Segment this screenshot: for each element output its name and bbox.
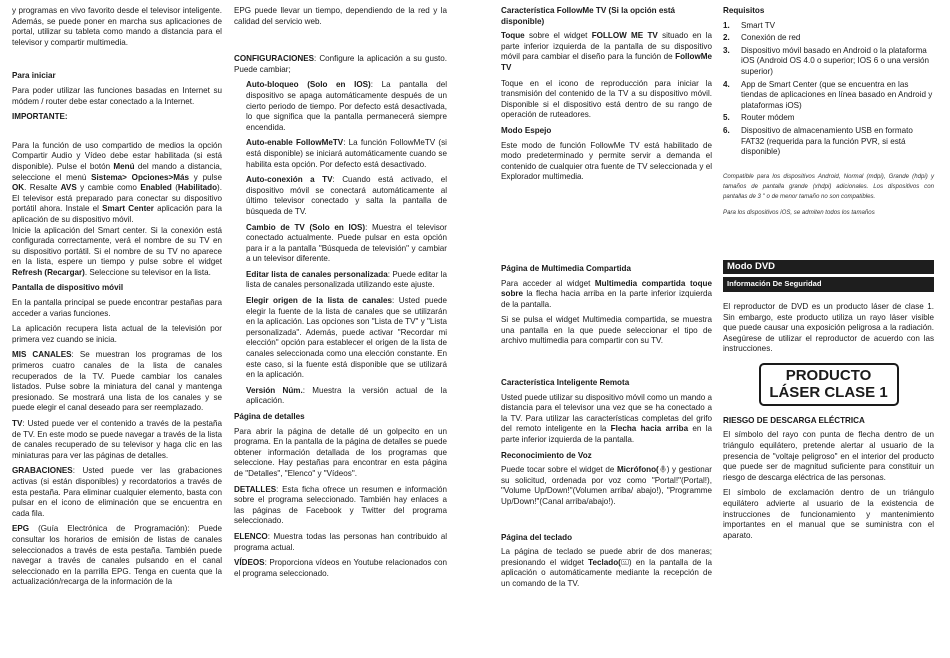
importante-heading: IMPORTANTE: [12, 112, 68, 122]
detalles-paragraph: Para abrir la página de detalle dé un golpecito en un programa. En la pantalla de la página de detalles se puede obtener información detallada de los programas que seleccione. Hay pestañas para encontrar en esta página de "Detalles", "Elenco" y "Vídeos". [234, 426, 447, 478]
requisito-text: Router módem [741, 113, 795, 123]
editar-lista-paragraph: Editar lista de canales personalizada: Puede editar la lista de canales personalizada utilizando este ajuste. [246, 269, 448, 290]
requisito-item [723, 80, 934, 112]
column-1 [12, 6, 222, 593]
remota-heading: Característica Inteligente Remota [501, 378, 630, 388]
modo-espejo-paragraph: Este modo de función FollowMe TV está habilitado de modo predeterminado y permite servir a demanda el contenido de cualquier otra fuente de TV seleccionada y el Explorador multimedia. [501, 140, 712, 182]
videos-paragraph: VÍDEOS: Proporciona vídeos en Youtube relacionados con el programa seleccionado. [234, 558, 447, 578]
requisito-text: Smart TV [741, 20, 776, 30]
column-2 [234, 6, 447, 584]
elegir-origen-paragraph: Elegir origen de la lista de canales: Usted puede elegir la fuente de la lista de canales que se utilizarán en la aplicación. Las opciones son "Lista de TV" y "Lista personalizada". Además, puede activar "Recordar mi elección" opción para establecer el origen de la lista de canales seleccionada como una elección constante. En este caso, si la fuente está disponible que se utilizará en la aplicación. [246, 296, 447, 380]
requisito-item [723, 113, 934, 124]
importante-paragraph-2: Inicie la aplicación del Smart center. Si la conexión está configurada correctamente, verá el nombre de su TV en su dispositivo portátil. Si el nombre de su TV no aparece en la lista, espere un tiempo y pulse sobre el widget Refresh (Recargar). Seleccione su televisor en la lista. [12, 225, 222, 277]
ios-note: Para los dispositivos iOS, se admiten todos los tamaños [723, 208, 875, 216]
mis-canales-paragraph: MIS CANALES: Se muestran los programas de los primeros cuatro canales de la lista de canales recuperados de la TV. Puede cambiar los canales listados. Pulse sobre la miniatura del canal y mantenga presionado. Se mostrará una lista de los canales y se puede elegir el canal deseado para ser reemplazado. [12, 350, 222, 413]
riesgo-heading: RIESGO DE DESCARGA ELÉCTRICA [723, 415, 865, 425]
laser-class-label [759, 363, 899, 406]
requisito-text: App de Smart Center (que se encuentra en las tiendas de aplicaciones en línea basado en Android y plataformas iOS) [741, 79, 933, 110]
requisito-text: Conexión de red [741, 33, 801, 43]
elenco-paragraph: ELENCO: Muestra todas las personas han contribuido al programa actual. [234, 531, 447, 552]
requisito-item [723, 21, 934, 32]
voz-heading: Reconocimiento de Voz [501, 450, 592, 460]
intro-paragraph: y programas en vivo favorito desde el televisor inteligente. Además, se puede poner en marcha sus aplicaciones de portal, utilizar su tableta como mando a distancia para el televisor y compartir multimedia. [12, 6, 222, 47]
requisito-number: 6. [723, 125, 730, 135]
requisito-number: 5. [723, 113, 730, 123]
column-4 [723, 6, 934, 546]
requisito-number: 4. [723, 79, 730, 89]
pantalla-paragraph-2: La aplicación recupera lista actual de la televisión por primera vez cuando se inicia. [12, 324, 222, 344]
pantalla-paragraph-1: En la pantalla principal se puede encontrar pestañas para acceder a varias funciones. [12, 298, 222, 318]
cambio-tv-paragraph: Cambio de TV (Solo en IOS): Muestra el televisor conectado actualmente. Puede pulsar en esta opción para ir a la pantalla "Búsqueda de televisión" y cambiar a un televisor diferente. [246, 222, 447, 264]
version-paragraph: Versión Núm.: Muestra la versión actual de la aplicación. [246, 385, 447, 406]
auto-enable-paragraph: Auto-enable FollowMeTV: La función FollowMeTV (si está disponible) se iniciará automáticamente cuando se habilita esta opción. Por defecto está desactivado. [246, 138, 447, 169]
epg-continuation: EPG puede llevar un tiempo, dependiendo de la red y la calidad del servicio web. [234, 6, 447, 26]
detalles-heading: Página de detalles [234, 412, 305, 421]
keyboard-icon [621, 558, 629, 566]
requisitos-list [723, 21, 934, 158]
pantalla-heading: Pantalla de dispositivo móvil [12, 283, 124, 293]
detalles-tab-paragraph: DETALLES: Esta ficha ofrece un resumen e información sobre el programa seleccionado. También hay enlaces a las páginas de Facebook y Twitter del programa seleccionado. [234, 484, 447, 526]
requisito-item [723, 33, 934, 44]
voz-paragraph: Puede tocar sobre el widget de Micrófono( ) y gestionar su solicitud, ordenada por voz como "Portal!"(Portal!), "Volume Up/Down!"(Volumen arriba/ abajo!), "Programme Up/Down!"(Canal arriba/abajo!). [501, 465, 712, 506]
riesgo-paragraph-1: El símbolo del rayo con punta de flecha dentro de un triángulo equilátero, pretende alertar al usuario de la presencia de "voltaje peligroso" en el interior del producto que puede ser de magnitud suficiente para constituir un riesgo de descarga eléctrica de las personas. [723, 430, 934, 482]
informacion-seguridad-bar: Información De Seguridad [723, 277, 934, 292]
compatibility-note: Compatible para los dispositivos Android, Normal (mdpi), Grande (hdpi) y tamaños de pantalla grande (xhdpi) adicionales. Los dispositivos con pantallas de 3 " o de menor tamaño no son compatibles. [723, 172, 934, 200]
requisito-number: 3. [723, 45, 730, 55]
followme-heading: Característica FollowMe TV (Si la opción está disponible) [501, 6, 676, 26]
configuraciones-paragraph: CONFIGURACIONES: Configure la aplicación a su gusto. Puede cambiar; [234, 54, 447, 74]
column-3 [501, 6, 712, 595]
followme-paragraph-2: Toque en el icono de reproducción para iniciar la transmisión del contenido de la TV a su dispositivo móvil. Disponible si el dispositivo está dentro de su rango de operación de ruteadores. [501, 78, 712, 120]
importante-paragraph-1: Para la función de uso compartido de medios la opción Compartir Audio y Vídeo debe estar habilitada (si está disponible). Pulse el botón Menú del mando a distancia, seleccione el menú Sistema> Opciones>Más y pulse OK. Resalte AVS y cambie como Enabled (Habilitado). El televisor está preparado para conectar su dispositivo portátil ahora. Instale el Smart Center aplicación para la aplicación de su dispositivo móvil. [12, 140, 223, 224]
laser-label-line-1: PRODUCTO [785, 366, 872, 384]
auto-conexion-paragraph: Auto-conexión a TV: Cuando está activado, el dispositivo móvil se conectará automáticamente al último televisor conectado y salta la pantalla de búsqueda de TV. [246, 175, 447, 216]
teclado-heading: Página del teclado [501, 532, 573, 542]
modo-espejo-heading: Modo Espejo [501, 125, 552, 135]
tv-paragraph: TV: Usted puede ver el contenido a través de la pestaña de TV. En este modo se puede navegar a través de la lista de canales recuperado de su televisor y haga clic en las miniaturas para ver las páginas de detalles. [12, 419, 222, 460]
laser-label-line-2: LÁSER CLASE 1 [769, 383, 888, 401]
requisitos-heading: Requisitos [723, 6, 765, 15]
requisito-text: Dispositivo móvil basado en Android o la plataforma iOS (Android OS 4.0 o superior; IOS 6 o una versión superior) [741, 45, 930, 76]
microphone-icon [659, 465, 667, 473]
para-iniciar-heading: Para iniciar [12, 71, 56, 81]
followme-paragraph-1: Toque sobre el widget FOLLOW ME TV situado en la parte inferior izquierda de la pantalla de su dispositivo móvil para cambiar el diseño para la función de FollowMe TV [501, 31, 713, 72]
dvd-laser-paragraph: El reproductor de DVD es un producto láser de clase 1. Sin embargo, este producto utiliza un rayo láser visible que puede causar una exposición peligrosa a la radiación. Asegúrese de utilizar el reproductor de acuerdo con las instrucciones. [723, 301, 934, 354]
grabaciones-paragraph: GRABACIONES: Usted puede ver las grabaciones activas (si están disponibles) y recordatorios a través de esta pestaña. Para eliminar cualquier elemento, basta con pulsar en el icono de eliminación que se encuentra en cada fila. [12, 466, 222, 518]
multimedia-paragraph-2: Si se pulsa el widget Multimedia compartida, se muestra una pantalla en la que puede seleccionar el tipo de archivo multimedia para compartir con su TV. [501, 315, 712, 346]
requisito-number: 1. [723, 20, 730, 30]
multimedia-paragraph-1: Para acceder al widget Multimedia compartida toque sobre la flecha hacia arriba en la parte inferior izquierda de la pantalla. [501, 278, 712, 309]
modo-dvd-section-bar: Modo DVD [723, 260, 934, 275]
requisito-item [723, 126, 934, 158]
multimedia-heading: Página de Multimedia Compartida [501, 263, 631, 273]
epg-paragraph: EPG (Guía Electrónica de Programación): Puede consultar los horarios de emisión de listas de canales seleccionados a través de esta pestaña. También puede navegar a través de canales pulsando en el canal seleccionado en la parrilla EPG. Tenga en cuenta que la actualización/recarga de la información de la [12, 524, 222, 587]
teclado-paragraph: La página de teclado se puede abrir de dos maneras; presionando el widget Teclado( ) en la pantalla de la aplicación o automáticamente mediante la recepción de un comando de la TV. [501, 547, 712, 588]
riesgo-paragraph-2: El símbolo de exclamación dentro de un triángulo equilátero advierte al usuario de la existencia de instrucciones de funcionamiento y mantenimiento importantes en el manual que se suministra con el aparato. [723, 488, 934, 540]
auto-bloqueo-paragraph: Auto-bloqueo (Solo en IOS): La pantalla del dispositivo se apaga automáticamente después de un cierto periodo de tiempo. Por defecto está desactivada, lo que significa que la pantalla permanecerá siempre encendida. [246, 80, 447, 132]
remota-paragraph: Usted puede utilizar su dispositivo móvil como un mando a distancia para el televisor una vez que se ha conectado a la TV. Para utilizar las características completas del grifo del remoto inteligente en la Flecha hacia arriba en la parte inferior izquierda de la pantalla. [501, 392, 712, 445]
requisito-item [723, 46, 934, 78]
para-iniciar-text: Para poder utilizar las funciones basadas en Internet su módem / router debe estar conectado a la Internet. [12, 85, 222, 106]
requisito-text: Dispositivo de almacenamiento USB en formato FAT32 (requerida para la función PVR, si está disponible) [741, 125, 913, 157]
requisito-number: 2. [723, 33, 730, 43]
